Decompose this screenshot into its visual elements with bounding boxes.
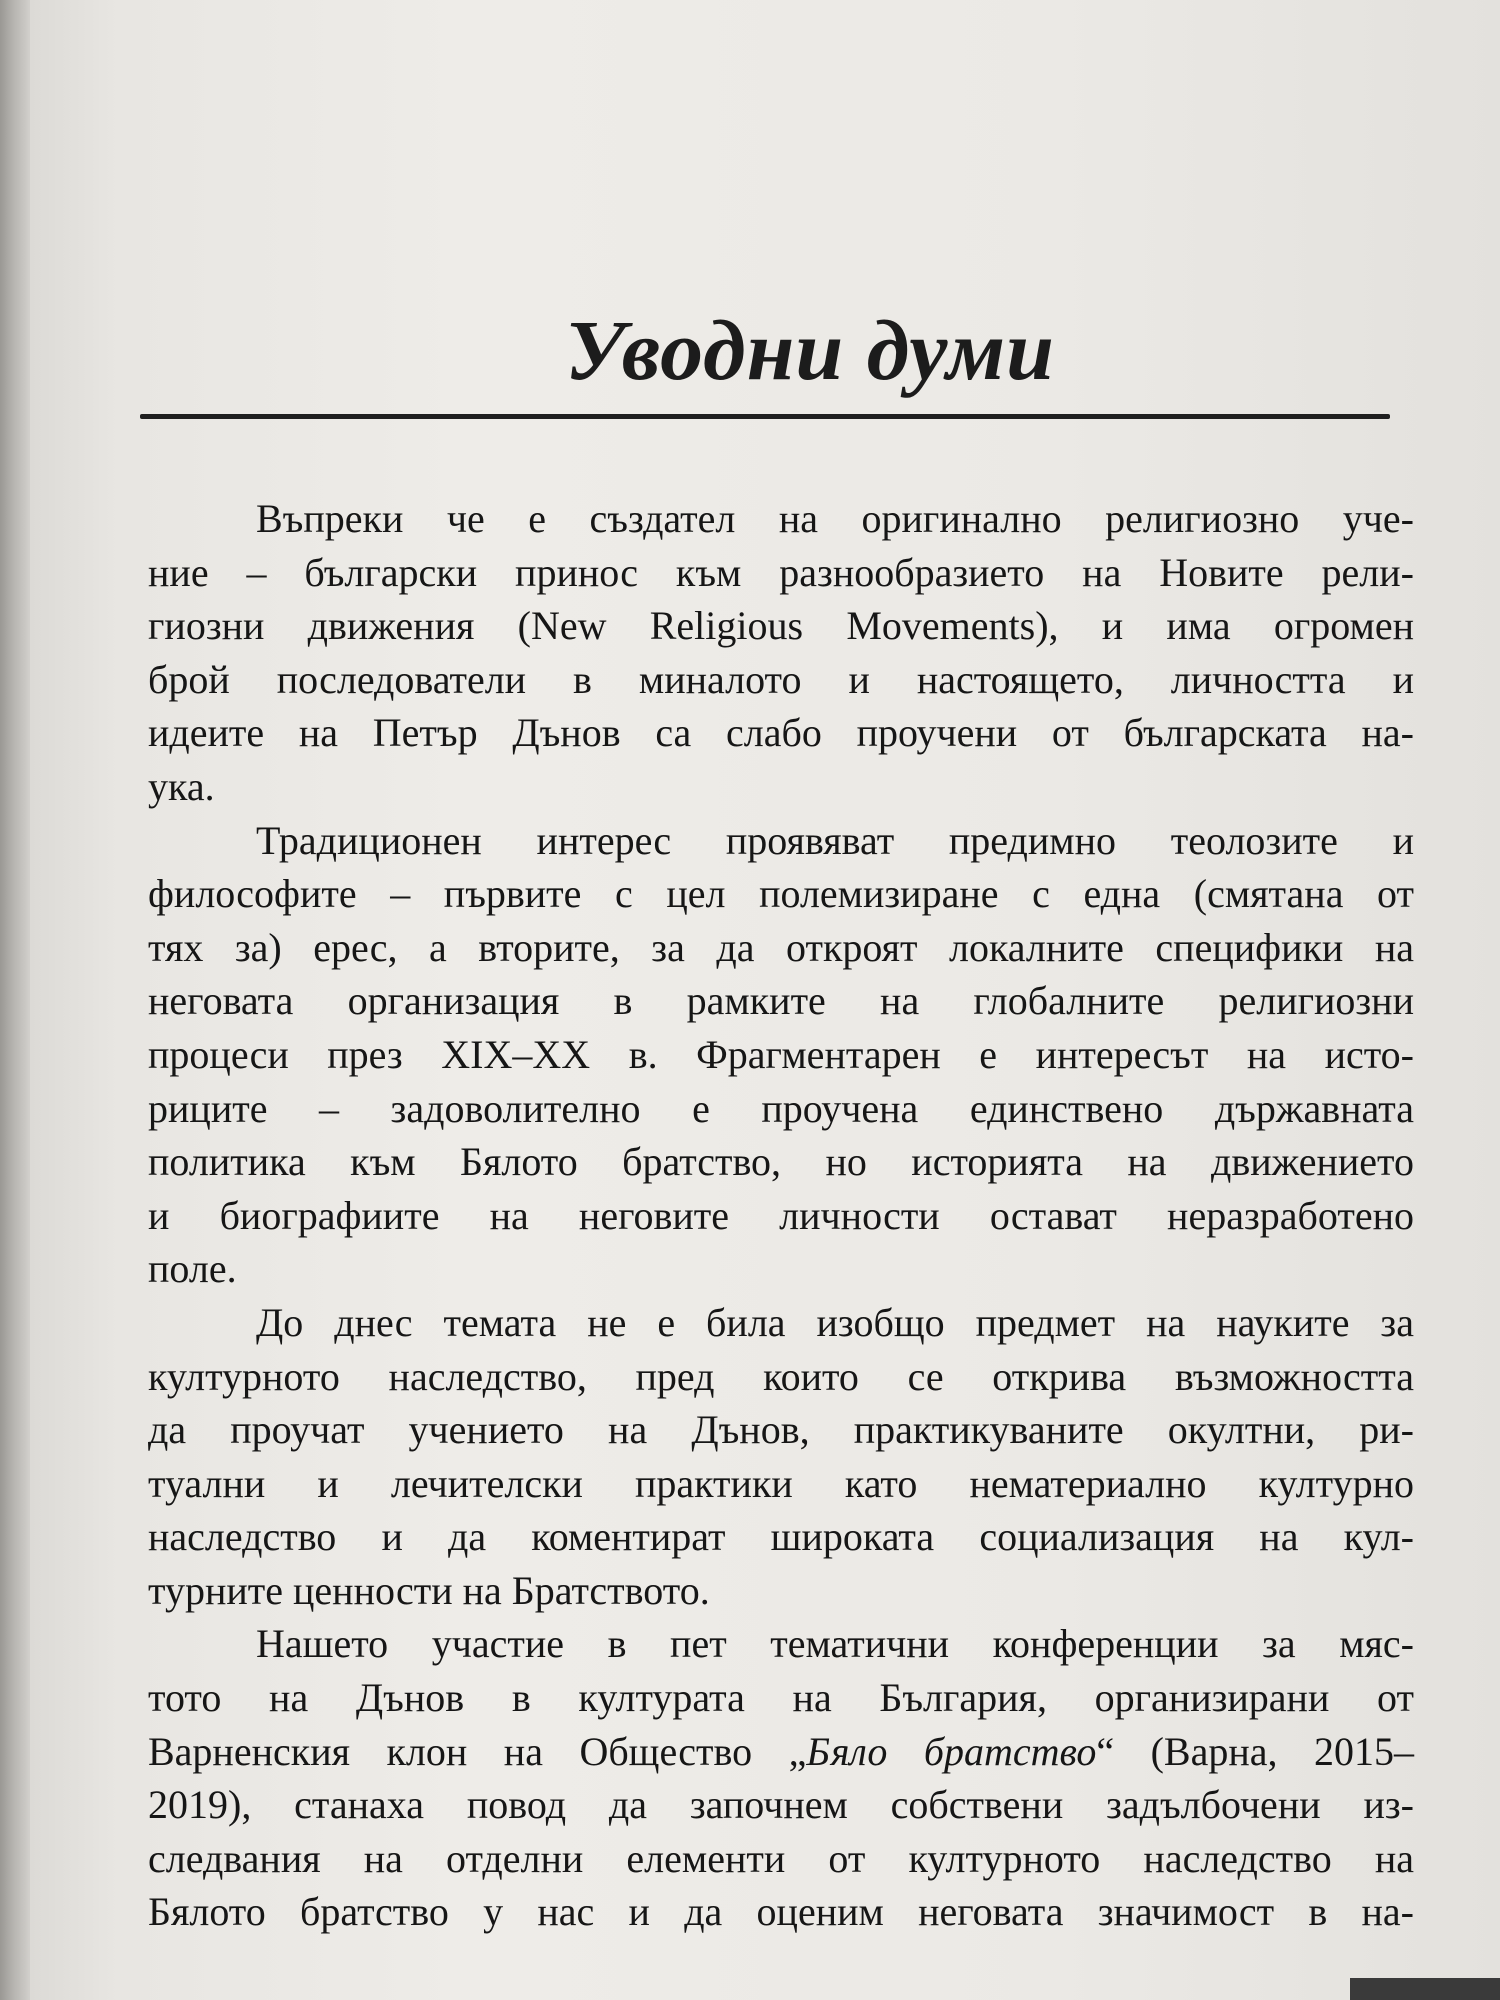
text-line: неговата организация в рамките на глобалните религиозни [148, 978, 1414, 1024]
text-line: риците – задоволително е проучена единствено държавната [148, 1085, 1414, 1131]
text-line: да проучат учението на Дънов, практикуваните окултни, ри- [148, 1407, 1414, 1453]
text-run: Варненския клон на Общество „ [148, 1728, 807, 1774]
body-text [148, 492, 1414, 1939]
page-corner-tab [1350, 1978, 1500, 2000]
text-line: културното наследство, пред които се открива възможността [148, 1353, 1414, 1399]
title-underline [140, 414, 1390, 419]
text-line: Бялото братство у нас и да оценим неговата значимост в на- [148, 1889, 1414, 1935]
text-line: турните ценности на Братството. [148, 1567, 710, 1613]
text-line: ние – български принос към разнообразието на Новите рели- [148, 549, 1414, 595]
text-run: “ (Варна, 2015– [1096, 1728, 1415, 1774]
text-line: процеси през XIX–XX в. Фрагментарен е интересът на исто- [148, 1031, 1414, 1077]
text-line: политика към Бялото братство, но историята на движението [148, 1139, 1414, 1185]
text-line: наследство и да коментират широката социализация на кул- [148, 1514, 1414, 1560]
text-line: туални и лечителски практики като нематериално културно [148, 1460, 1414, 1506]
text-line: следвания на отделни елементи от културното наследство на [148, 1835, 1414, 1881]
text-line: философите – първите с цел полемизиране с една (смятана от [148, 871, 1414, 917]
text-line: гиозни движения (New Religious Movements), и има огромен [148, 603, 1414, 649]
text-line: Въпреки че е създател на оригинално религиозно уче- [256, 496, 1414, 541]
text-line [148, 1725, 1414, 1779]
show-through-text [180, 0, 1420, 52]
text-line: тото на Дънов в културата на България, организирани от [148, 1675, 1414, 1721]
italic-title: Бяло братство [806, 1728, 1097, 1774]
text-line: брой последователи в миналото и настоящето, личността и [148, 656, 1414, 702]
paragraph-4 [148, 1617, 1414, 1939]
text-line: и биографиите на неговите личности остават неразработено [148, 1192, 1414, 1238]
text-line: ука. [148, 763, 215, 809]
text-line: поле. [148, 1246, 237, 1292]
text-line: идеите на Петър Дънов са слабо проучени от българската на- [148, 710, 1414, 756]
book-spine-shadow [0, 0, 30, 2000]
text-line: 2019), станаха повод да започнем собствени задълбочени из- [148, 1782, 1414, 1828]
paragraph-1 [148, 492, 1414, 814]
text-line: До днес темата не е била изобщо предмет на науките за [256, 1299, 1414, 1345]
paragraph-2 [148, 814, 1414, 1296]
paragraph-3 [148, 1296, 1414, 1618]
chapter-title: Уводни думи [564, 302, 1055, 398]
text-line: Нашето участие в пет тематични конференции за мяс- [256, 1621, 1414, 1667]
text-line: Традиционен интерес проявяват предимно теолозите и [256, 817, 1414, 863]
chapter-heading [140, 300, 1420, 419]
text-line: тях за) ерес, а вторите, за да откроят локалните специфики на [148, 924, 1414, 970]
book-page [30, 0, 1500, 2000]
